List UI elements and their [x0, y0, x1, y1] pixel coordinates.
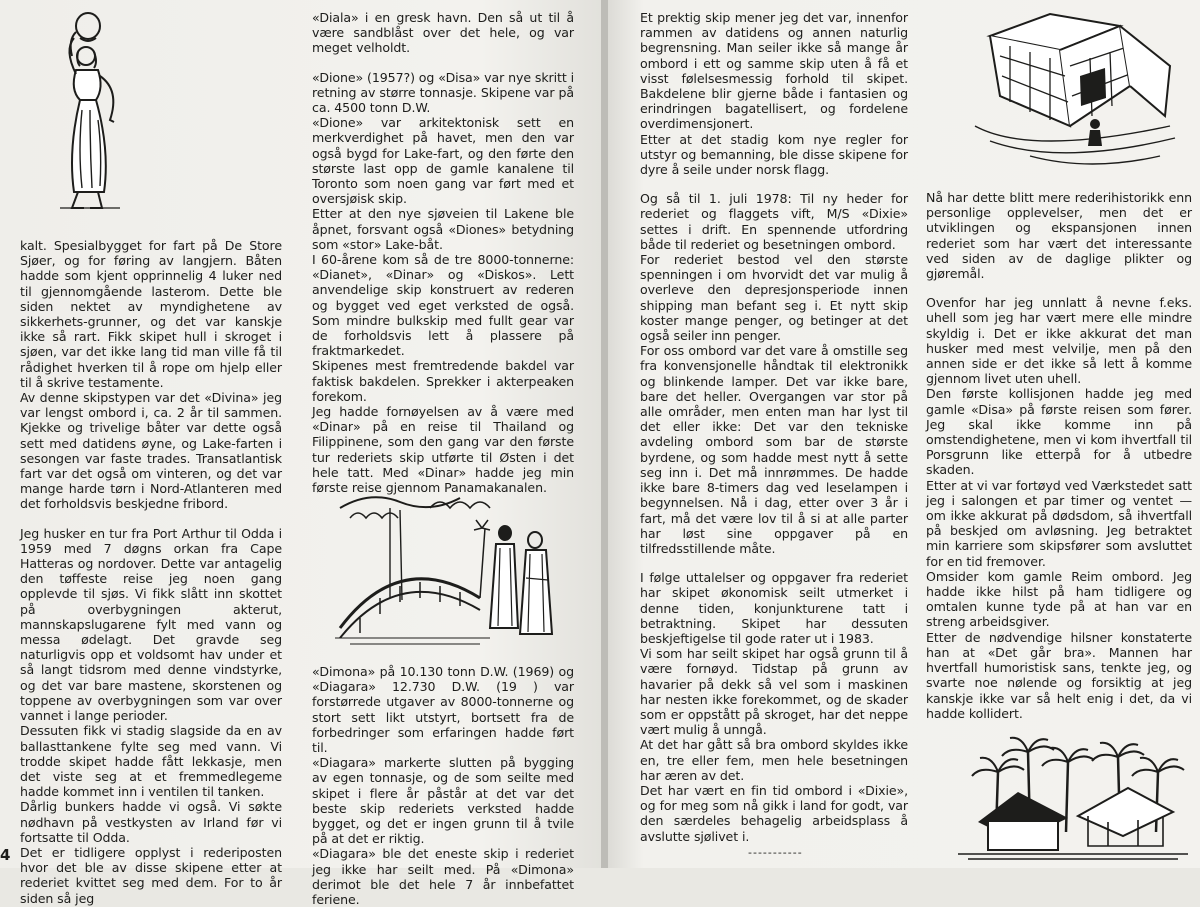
paragraph: «Dione» (1957?) og «Disa» var nye skritt i retning av større tonnasje. Skipene var på ca. 4500 tonn D.W. — [312, 69, 575, 116]
paragraph: «Dione» var arkitektonisk sett en merkverdighet på havet, men den var også bygd for Lake-fart, og den førte den største last opp de gamle kanalene til Toronto som noen gang var ført med et oversjøisk skip. — [312, 115, 574, 207]
right-column-1 — [640, 10, 908, 844]
bleed-through-text — [155, 20, 290, 220]
paragraph: Jeg hadde fornøyelsen av å være med «Dinar» på en reise til Thailand og Filippinene, som den gang var den første tur rederiets skip utførte til Østen i det hele tatt. Med «Dinar» hadde jeg min første reise gjennom Panamakanalen. — [312, 404, 574, 496]
paragraph: «Dimona» på 10.130 tonn D.W. (1969) og «Diagara» 12.730 D.W. (19 ) var forstørrede utgaver av 8000-tonnerne og stort sett likt utstyrt, bortsett fra de forbedringer som erfaringen hadde ført til. — [312, 664, 574, 756]
paragraph: kalt. Spesialbygget for fart på De Store Sjøer, og for føring av langjern. Båten hadde som kjent opprinnelig 4 luker ned til gjennomgående lasterom. Dette ble siden nektet av myndighetene av sikkerhets-grunner, og det var kanskje ikke så rart. Fikk skipet hull i skroget i sjøen, var det ikke lang tid man ville få til rådighet hverken til å rope om hjelp eller til å skrive testamente. — [20, 238, 282, 390]
page-number: 4 — [0, 846, 11, 864]
paragraph: Etter de nødvendige hilsner konstaterte han at «Det går bra». Mannen har hvertfall humoristisk sans, tenkte jeg, og svarte noe nølende og forsiktig at jeg kanskje ikke var så helt enig i det, da vi hadde kollidert. — [926, 629, 1192, 721]
asian-garden-bridge-illustration — [330, 488, 560, 648]
paragraph: Jeg husker en tur fra Port Arthur til Odda i 1959 med 7 døgns orkan fra Cape Hatteras og nordover. Dette var antagelig den tøffeste reise jeg noen gang opplevde til sjøs. Vi fikk slått inn skottet på overbygningen akterut, mannskapslugarene fylt med vann og messa ødelagt. Det gravde seg naturligvis opp et voldsomt hav under et så langt tidsrom med denne vindstyrke, og det var bare mastene, skorstenen og toppene av overbygningen som var over vannet i lange perioder. — [20, 525, 282, 724]
paragraph: Det er tidligere opplyst i rederiposten hvor det ble av disse skipene etter at rederiet kvittet seg med dem. For to år siden så jeg — [20, 844, 282, 906]
paragraph: Etter at det stadig kom nye regler for utstyr og bemanning, ble disse skipene for dyre å seile under norsk flagg. — [640, 131, 908, 178]
paragraph: Dessuten fikk vi stadig slagside da en av ballasttankene fylte seg med vann. Vi trodde skipet hadde fått lekkasje, men det viste seg at et fremmedlegeme hadde kommet inn i ventilen til tanken. — [20, 723, 282, 800]
left-column-2-bottom — [312, 664, 574, 907]
paragraph: Et prektig skip mener jeg det var, innenfor rammen av datidens og annen naturlig begrensning. Man seiler ikke så mange år ombord i ett og samme skip uten å få et visst følelsesmessig forhold til skipet. Bakdelene blir gjerne både i fantasien og erindringen bagatellisert, og fordelene overdimensjonert. — [640, 10, 908, 132]
palm-village-illustration — [958, 712, 1188, 862]
houseboat-illustration — [970, 6, 1180, 176]
paragraph: Av denne skipstypen var det «Divina» jeg var lengst ombord i, ca. 2 år til sammen. Kjekke og trivelige båter var dette også sett med datidens øyne, og Lake-farten i sesongen var faste trades. Transatlantisk fart var det også om vinteren, og det var mange harde tørn i Nord-Atlanteren med det forholdsvis beskjedne fribord. — [20, 390, 282, 512]
woman-carrying-jar-illustration — [40, 10, 135, 215]
spine-gutter — [601, 0, 608, 868]
paragraph: I 60-årene kom så de tre 8000-tonnerne: «Dianet», «Dinar» og «Diskos». Lett anvendelige skip konstruert av rederen og bygget ved eget verksted de også. Som mindre bulkskip med fullt gear var de forholdsvis lett å plassere på fraktmarkedet. — [312, 252, 574, 359]
paragraph: Det har vært en fin tid ombord i «Dixie», og for meg som nå gikk i land for godt, var den særdeles behagelig arbeidsplass å avslutte sjølivet i. — [640, 782, 908, 844]
paragraph: «Diagara» markerte slutten på bygging av egen tonnasje, og de som seilte med skipet i flere år påstår at det var det beste skip rederiets verksted hadde bygget, og det er ingen grunn til å tvile på at det er riktig. — [312, 755, 574, 847]
right-page — [608, 0, 1200, 868]
paragraph: Skipenes mest fremtredende bakdel var faktisk bakdelen. Sprekker i akterpeaken forekom. — [312, 358, 574, 404]
paragraph: Etter at den nye sjøveien til Lakene ble åpnet, forsvant også «Diones» betydning som «stor» Lake-båt. — [312, 206, 574, 252]
right-column-2 — [926, 190, 1192, 721]
paragraph: Den første kollisjonen hadde jeg med gamle «Disa» på første reisen som fører. Jeg skal ikke komme inn på omstendighetene, men vi kom ihvertfall til Porsgrunn like etterpå for å utbedre skaden. — [926, 386, 1192, 478]
paragraph: «Diala» i en gresk havn. Den så ut til å være sandblåst over det hele, og var meget velholdt. — [312, 10, 574, 56]
paragraph: Ovenfor har jeg unnlatt å nevne f.eks. uhell som jeg har vært mere elle mindre skyldig i. Det er ikke akkurat det man husker med mest velvilje, men på den annen side er det ikke så lett å komme gjennom livet uten uhell. — [926, 295, 1192, 387]
paragraph: Nå har dette blitt mere rederihistorikk enn personlige opplevelser, men det er utviklingen og ekspansjonen innen rederiet som har vært det interessante ved siden av de daglige plikter og gjøremål. — [926, 190, 1192, 282]
paragraph: For rederiet bestod vel den største spenningen i om hvorvidt det var mulig å overleve den depresjonsperiode innen shipping man befant seg i. Et nytt skip koster mange penger, og betinger at det også seiler inn penger. — [640, 252, 908, 344]
left-column-1 — [20, 238, 282, 906]
paragraph: I følge uttalelser og oppgaver fra rederiet har skipet økonomisk seilt utmerket i denne tiden, konjunkturene tatt i betraktning. Skipet har dessuten beskjeftigelse til gode rater ut i 1983. — [640, 570, 908, 646]
paragraph: Og så til 1. juli 1978: Til ny heder for rederiet og flaggets vift, M/S «Dixie» settes i drift. En spennende utfordring både til rederiet og besetningen ombord. — [640, 191, 908, 252]
paragraph: For oss ombord var det vare å omstille seg fra konvensjonelle håndtak til elektronikk og blinkende lamper. Det var ikke bare, bare det heller. Overgangen var stor på alle områder, men enten man har lyst til det eller ikke: Det var den tekniske avdeling ombord som bar de største byrdene, og som hadde mest nytt å sette seg inn i. Det må innrømmes. De hadde ikke bare 8-timers dag ved leselampen i begynnelsen. Nå i dag, etter over 3 år i fart, må det være lov til å si at alle parter har løst sine oppgaver på en tilfredsstillende måte. — [640, 343, 908, 556]
paragraph: Vi som har seilt skipet har også grunn til å være fornøyd. Tidstap på grunn av havarier på dekk så vel som i maskinen har nesten ikke forekommet, og de skader som er oppstått på skroget, har det neppe vært mulig å unngå. — [640, 646, 908, 738]
paragraph: Omsider kom gamle Reim ombord. Jeg hadde ikke hilst på ham tidligere og omtalen kunne tyde på at han var en streng arbeidsgiver. — [926, 568, 1192, 630]
closing-dashes: ----------- — [748, 846, 803, 859]
paragraph: Dårlig bunkers hadde vi også. Vi søkte nødhavn på vestkysten av Irland før vi fortsatte til Odda. — [20, 799, 282, 845]
paragraph: «Diagara» ble det eneste skip i rederiet jeg ikke har seilt med. På «Dimona» derimot ble det hele 7 år innbefattet feriene. — [312, 846, 574, 907]
left-column-2-top — [312, 10, 574, 495]
paragraph: Etter at vi var fortøyd ved Værkstedet satt jeg i salongen et par timer og ventet — om ikke akkurat på dødsdom, så ihvertfall på beskjed om avløsning. Jeg betraktet min karriere som skipsfører som avsluttet for en tid fremover. — [926, 477, 1192, 569]
paragraph: At det har gått så bra ombord skyldes ikke en, tre eller fem, men hele besetningen har æren av det. — [640, 737, 908, 783]
